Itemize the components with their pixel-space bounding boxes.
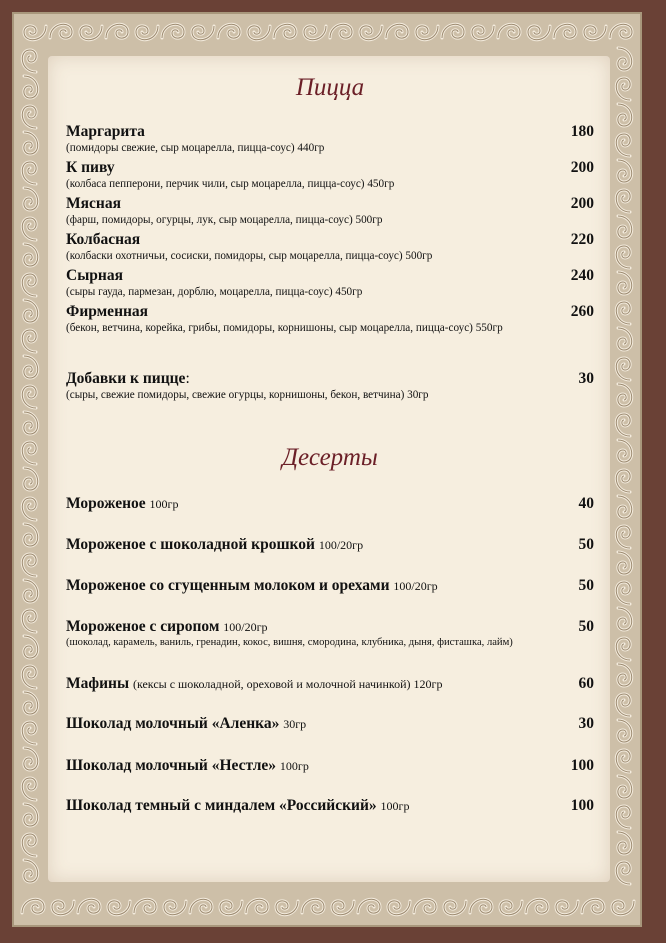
menu-item-syrnaya bbox=[66, 267, 594, 298]
menu-item-margherita bbox=[66, 123, 594, 154]
item-description: (бекон, ветчина, корейка, грибы, помидоры, корнишоны, сыр моцарелла, пицца-соус) 550гр bbox=[66, 322, 503, 334]
menu-item-firmennaya bbox=[66, 303, 594, 334]
item-weight: 100гр bbox=[380, 799, 410, 813]
item-name: Колбасная bbox=[66, 231, 141, 248]
item-name: Сырная bbox=[66, 267, 123, 284]
item-name: Мясная bbox=[66, 195, 121, 212]
item-price: 40 bbox=[578, 495, 594, 512]
item-price: 30 bbox=[578, 370, 594, 387]
item-price: 100 bbox=[570, 757, 594, 774]
menu-item-myasnaya bbox=[66, 195, 594, 226]
item-price: 200 bbox=[570, 159, 594, 176]
item-price: 100 bbox=[570, 797, 594, 814]
item-weight: 100гр bbox=[279, 759, 309, 773]
menu-item-ice-cream-syrup bbox=[66, 618, 594, 648]
item-weight: (кексы с шоколадной, ореховой и молочной начинкой) 120гр bbox=[132, 677, 443, 691]
menu-item-k-pivu bbox=[66, 159, 594, 190]
item-description: (фарш, помидоры, огурцы, лук, сыр моцарелла, пицца-соус) 500гр bbox=[66, 214, 383, 226]
item-weight: 100гр bbox=[149, 497, 179, 511]
menu-item-rossiysky bbox=[66, 797, 594, 815]
item-price: 50 bbox=[578, 536, 594, 553]
item-description: (колбаса пепперони, перчик чили, сыр моцарелла, пицца-соус) 450гр bbox=[66, 178, 395, 190]
item-weight: 100/20гр bbox=[393, 579, 438, 593]
item-weight: 30гр bbox=[283, 717, 307, 731]
menu-item-pizza-addons bbox=[66, 370, 594, 401]
item-price: 60 bbox=[578, 675, 594, 692]
item-description: (шоколад, карамель, ваниль, гренадин, кокос, вишня, смородина, клубника, дыня, фисташка, лайм) bbox=[66, 637, 513, 648]
menu-item-muffins bbox=[66, 675, 594, 693]
item-name: Добавки к пицце bbox=[66, 370, 186, 387]
menu-item-kolbasnaya bbox=[66, 231, 594, 262]
item-name: Шоколад молочный «Аленка» bbox=[66, 715, 280, 732]
menu-item-ice-cream-choco bbox=[66, 536, 594, 554]
item-description: (помидоры свежие, сыр моцарелла, пицца-соус) 440гр bbox=[66, 142, 325, 154]
item-name: Маргарита bbox=[66, 123, 145, 140]
desserts-section-title: Десерты bbox=[282, 444, 378, 471]
menu-item-ice-cream bbox=[66, 495, 594, 513]
item-name: Шоколад темный с миндалем «Российский» bbox=[66, 797, 377, 814]
item-price: 240 bbox=[570, 267, 594, 284]
item-name: Мороженое с сиропом bbox=[66, 618, 220, 635]
item-name: Мороженое bbox=[66, 495, 146, 512]
item-price: 50 bbox=[578, 618, 594, 635]
menu-item-ice-cream-condensed bbox=[66, 577, 594, 595]
item-name: Мороженое со сгущенным молоком и орехами bbox=[66, 577, 390, 594]
item-name: Шоколад молочный «Нестле» bbox=[66, 757, 277, 774]
item-name: Мороженое с шоколадной крошкой bbox=[66, 536, 315, 553]
menu-item-alenka bbox=[66, 715, 594, 733]
item-price: 220 bbox=[570, 231, 594, 248]
menu-item-nestle bbox=[66, 757, 594, 775]
item-weight: 100/20гр bbox=[223, 620, 268, 634]
item-price: 260 bbox=[570, 303, 594, 320]
item-price: 180 bbox=[570, 123, 594, 140]
item-price: 50 bbox=[578, 577, 594, 594]
item-name: Мафины bbox=[66, 675, 130, 692]
item-name-colon: : bbox=[185, 370, 190, 387]
item-description: (сыры, свежие помидоры, свежие огурцы, корнишоны, бекон, ветчина) 30гр bbox=[66, 389, 429, 401]
item-description: (сыры гауда, пармезан, дорблю, моцарелла, пицца-соус) 450гр bbox=[66, 286, 363, 298]
item-name: Фирменная bbox=[66, 303, 149, 320]
item-description: (колбаски охотничьи, сосиски, помидоры, сыр моцарелла, пицца-соус) 500гр bbox=[66, 250, 433, 262]
item-weight: 100/20гр bbox=[318, 538, 364, 552]
item-name: К пиву bbox=[66, 159, 115, 176]
item-price: 30 bbox=[578, 715, 594, 732]
item-price: 200 bbox=[570, 195, 594, 212]
pizza-section-title: Пицца bbox=[295, 74, 365, 101]
